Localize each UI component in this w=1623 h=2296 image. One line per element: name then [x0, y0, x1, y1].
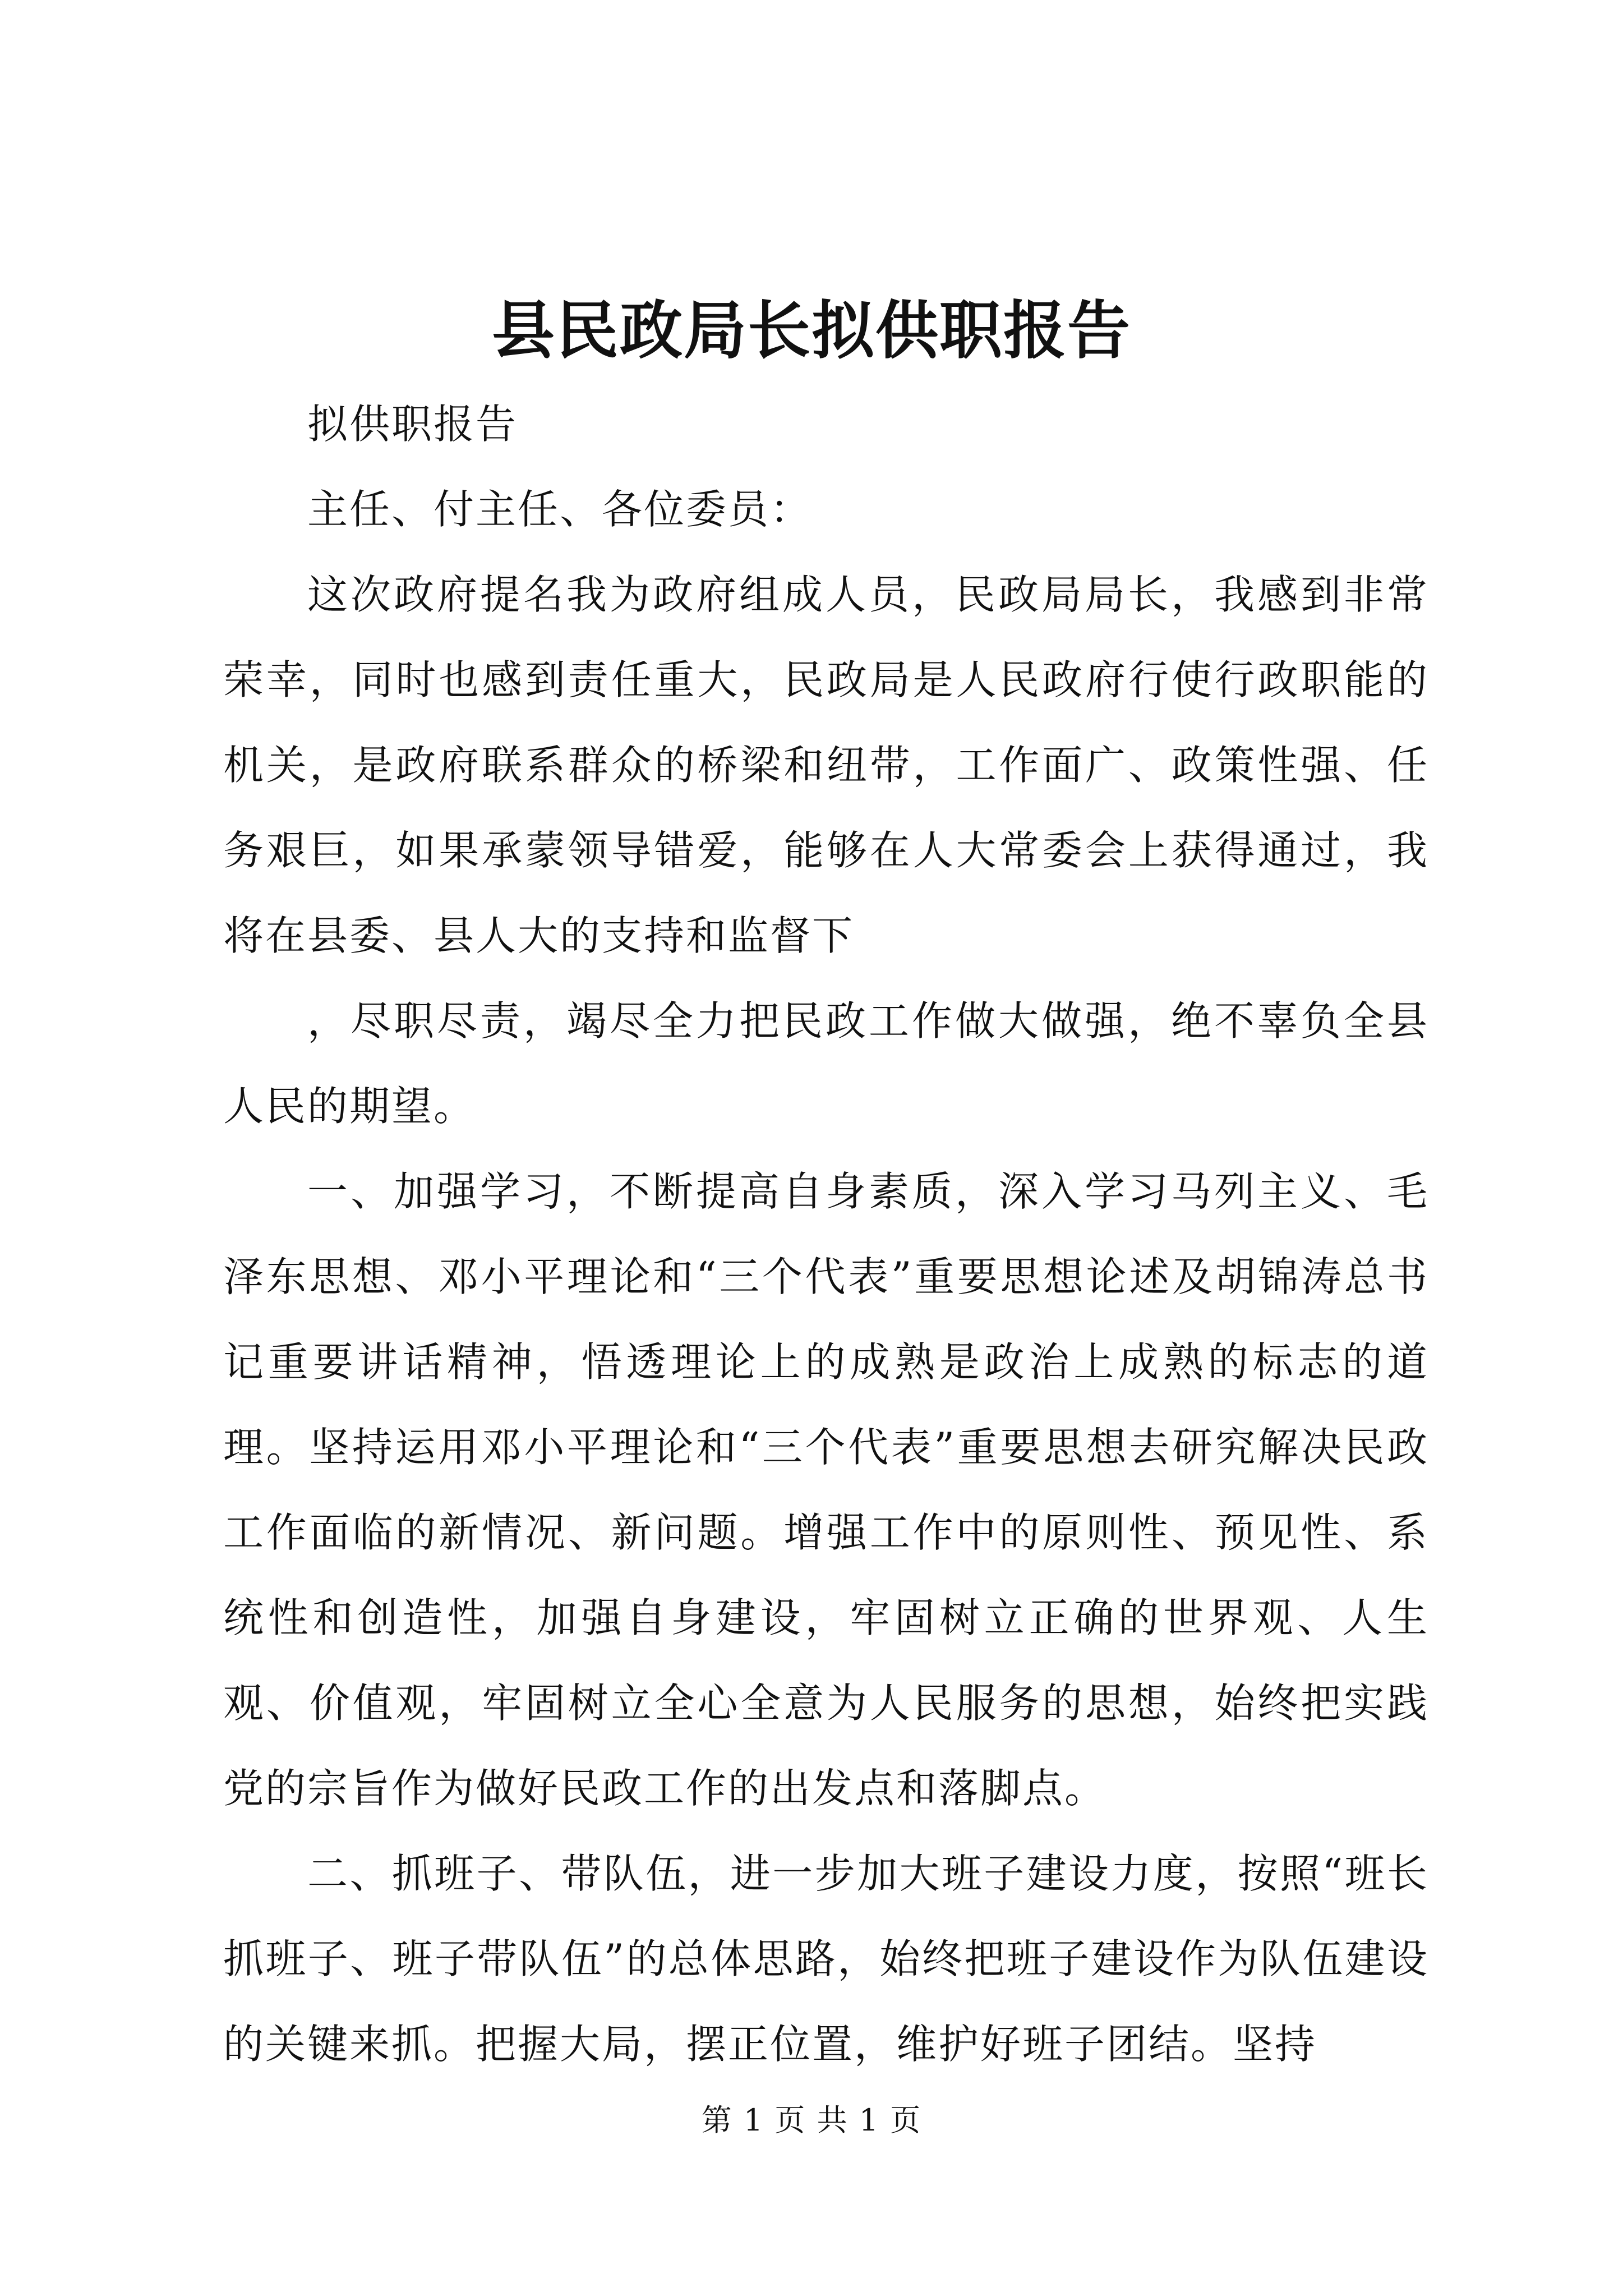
body-paragraph: ，尽职尽责，竭尽全力把民政工作做大做强，绝不辜负全县人民的期望。 — [223, 997, 1429, 1130]
body-paragraph: 二、抓班子、带队伍，进一步加大班子建设力度，按照“班长抓班子、班子带队伍”的总体思路，始终把班子建设作为队伍建设的关键来抓。把握大局，摆正位置，维护好班子团结。坚持 — [223, 1850, 1429, 2068]
salutation-paragraph: 主任、付主任、各位委员： — [307, 486, 813, 533]
subtitle-paragraph: 拟供职报告 — [307, 401, 518, 448]
body-paragraph: 这次政府提名我为政府组成人员，民政局局长，我感到非常荣幸，同时也感到责任重大，民政局是人民政府行使行政职能的机关，是政府联系群众的桥梁和纽带，工作面广、政策性强、任务艰巨，如果承蒙领导错爱，能够在人大常委会上获得通过，我将在县委、县人大的支持和监督下 — [223, 571, 1429, 959]
page-footer: 第 1 页 共 1 页 — [701, 2102, 922, 2138]
document-title: 县民政局长拟供职报告 — [492, 294, 1131, 367]
document-body — [223, 381, 1429, 2087]
body-paragraph: 一、加强学习，不断提高自身素质，深入学习马列主义、毛泽东思想、邓小平理论和“三个代表”重要思想论述及胡锦涛总书记重要讲话精神，悟透理论上的成熟是政治上成熟的标志的道理。坚持运用邓小平理论和“三个代表”重要思想去研究解决民政工作面临的新情况、新问题。增强工作中的原则性、预见性、系统性和创造性，加强自身建设，牢固树立正确的世界观、人生观、价值观，牢固树立全心全意为人民服务的思想，始终把实践党的宗旨作为做好民政工作的出发点和落脚点。 — [223, 1168, 1429, 1812]
